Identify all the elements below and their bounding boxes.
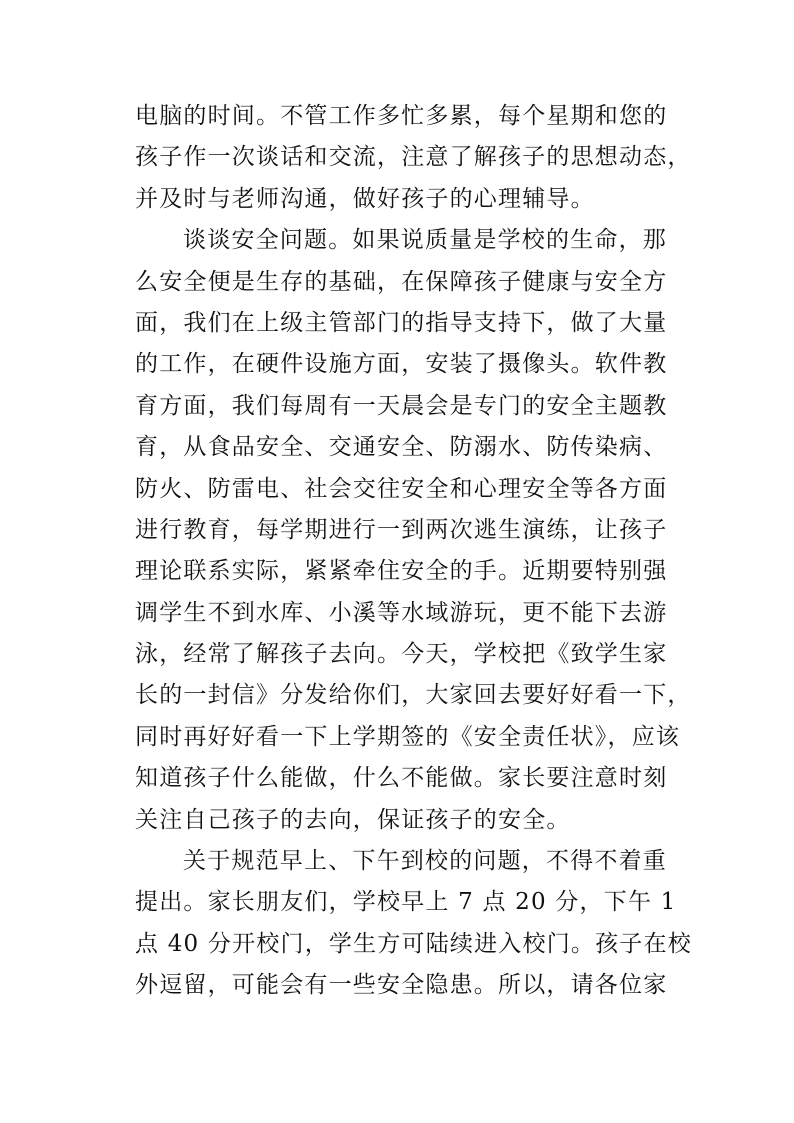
text-line: 的工作，在硬件设施方面，安装了摄像头。软件教 — [135, 351, 668, 378]
text-line: 并及时与老师沟通，做好孩子的心理辅导。 — [135, 185, 595, 212]
text-line: 调学生不到水库、小溪等水域游玩，更不能下去游 — [135, 599, 668, 626]
text-line: 关注自己孩子的去向，保证孩子的安全。 — [135, 806, 571, 833]
text-line: 育方面，我们每周有一天晨会是专门的安全主题教 — [135, 392, 668, 419]
text-line: 进行教育，每学期进行一到两次逃生演练，让孩子 — [135, 516, 668, 543]
text-line: 育，从食品安全、交通安全、防溺水、防传染病、 — [135, 434, 668, 461]
text-line: 理论联系实际，紧紧牵住安全的手。近期要特别强 — [135, 558, 668, 585]
paragraph-start-line: 谈谈安全问题。如果说质量是学校的生命，那 — [183, 227, 667, 254]
text-line: 电脑的时间。不管工作多忙多累，每个星期和您的 — [135, 103, 668, 129]
text-line: 同时再好好看一下上学期签的《安全责任状》，应该 — [135, 723, 681, 750]
text-line: 泳，经常了解孩子去向。今天，学校把《致学生家 — [135, 641, 668, 668]
text-line: 防火、防雷电、社会交往安全和心理安全等各方面 — [135, 475, 668, 502]
text-line: 孩子作一次谈话和交流，注意了解孩子的思想动态， — [135, 144, 692, 171]
text-line: 外逗留，可能会有一些安全隐患。所以，请各位家 — [135, 972, 668, 999]
text-line: 提出。家长朋友们，学校早上 7 点 20 分，下午 1 — [135, 889, 677, 916]
text-line: 面，我们在上级主管部门的指导支持下，做了大量 — [135, 309, 668, 336]
paragraph-start-line: 关于规范早上、下午到校的问题，不得不着重 — [183, 848, 667, 875]
body-text — [135, 96, 692, 1007]
text-line: 知道孩子什么能做，什么不能做。家长要注意时刻 — [135, 765, 668, 792]
text-line: 长的一封信》分发给你们，大家回去要好好看一下， — [135, 682, 692, 709]
text-line: 点 40 分开校门，学生方可陆续进入校门。孩子在校 — [135, 930, 692, 957]
text-line: 么安全便是生存的基础，在保障孩子健康与安全方 — [135, 268, 668, 295]
